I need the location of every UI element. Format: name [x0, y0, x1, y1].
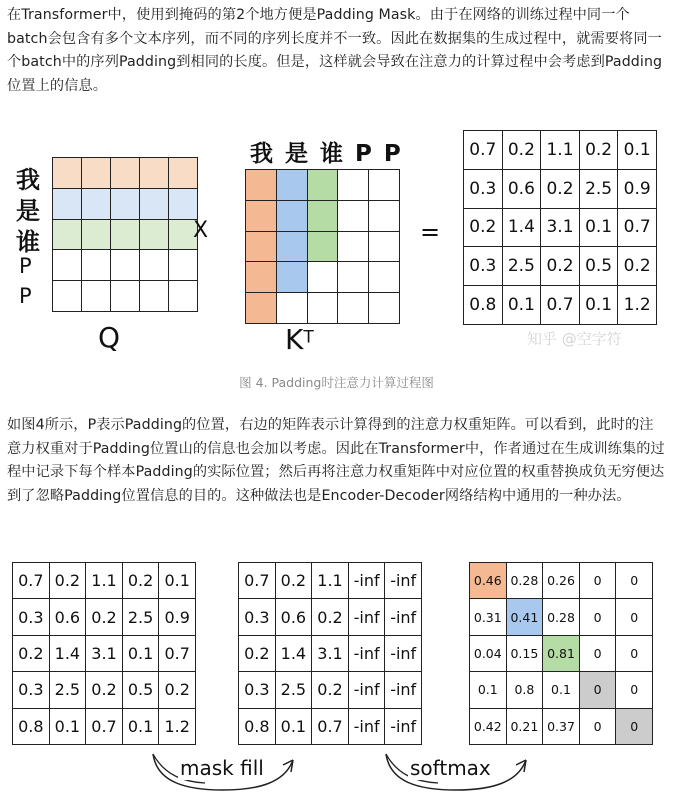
figure-4	[0, 125, 673, 370]
kt-cell	[338, 232, 369, 263]
masked-matrix	[238, 562, 422, 745]
score-matrix	[12, 562, 196, 745]
attention-cell: 1.2	[618, 286, 657, 325]
q-label: Q	[98, 321, 121, 354]
softmax-cell: 0	[616, 636, 653, 672]
softmax-cell: 0.15	[507, 636, 544, 672]
attention-cell: 0.1	[618, 131, 657, 170]
masked-cell: -inf	[385, 563, 422, 599]
score-cell: 0.7	[13, 563, 50, 599]
attention-matrix	[463, 130, 657, 325]
q-cell	[82, 220, 111, 251]
explanation-paragraph: 如图4所示，P表示Padding的位置，右边的矩阵表示计算得到的注意力权重矩阵。可以看到，此时的注意力权重对于Padding位置山的信息也会加以考虑。因此在Transformer中，作者通过在生成训练集的过程中记录下每个样本Padding的实际位置；然后再将注意力权重矩阵中对应位置的权重替换成负无穷便达到了忽略Padding位置信息的目的。这种做法也是Encoder-Decoder网络结构中通用的一种办法。	[7, 417, 665, 504]
q-cell	[169, 250, 198, 281]
kt-cell	[277, 232, 308, 263]
softmax-cell: 0	[580, 563, 617, 599]
q-cell	[53, 281, 82, 312]
score-cell: 0.2	[13, 636, 50, 672]
score-cell: 0.5	[123, 672, 160, 708]
attention-cell: 0.2	[618, 247, 657, 286]
q-cell	[140, 220, 169, 251]
kt-cell	[369, 201, 400, 232]
kt-cell	[338, 170, 369, 201]
transpose-sup: T	[303, 327, 314, 348]
mask-fill-label: mask fill	[180, 756, 264, 780]
score-cell: 0.6	[50, 599, 87, 635]
attention-cell: 0.2	[580, 131, 619, 170]
q-cell	[140, 189, 169, 220]
kt-cell	[369, 170, 400, 201]
masked-cell: 0.2	[239, 636, 276, 672]
attention-cell: 0.6	[503, 170, 542, 209]
softmax-cell: 0.28	[507, 563, 544, 599]
kt-cell	[369, 262, 400, 293]
kt-cell	[277, 201, 308, 232]
q-cell	[111, 189, 140, 220]
softmax-cell: 0.28	[543, 599, 580, 635]
masked-cell: -inf	[349, 709, 386, 745]
masked-cell: 1.1	[312, 563, 349, 599]
score-cell: 0.2	[50, 563, 87, 599]
q-cell	[82, 158, 111, 189]
softmax-cell: 0	[580, 709, 617, 745]
q-cell	[53, 250, 82, 281]
equals-sign: =	[420, 218, 441, 246]
masked-cell: 0.3	[239, 599, 276, 635]
intro-paragraph: 在Transformer中，使用到掩码的第2个地方便是Padding Mask。由于在网络的训练过程中同一个batch会包含有多个文本序列，而不同的序列长度并不一致。因此在数据集的生成过程中，就需要将同一个batch中的序列Padding到相同的长度。但是，这样就会导致在注意力的计算过程中会考虑到Padding位置上的信息。	[7, 7, 663, 94]
softmax-cell: 0.41	[507, 599, 544, 635]
kt-label	[285, 323, 314, 356]
attention-cell: 0.7	[464, 131, 503, 170]
masked-cell: 0.6	[276, 599, 313, 635]
attention-cell: 0.5	[580, 247, 619, 286]
attention-cell: 0.7	[541, 286, 580, 325]
score-cell: 0.7	[159, 636, 196, 672]
kt-cell	[308, 293, 339, 324]
attention-cell: 0.3	[464, 247, 503, 286]
softmax-cell: 0.1	[543, 672, 580, 708]
kt-cell	[338, 201, 369, 232]
softmax-cell: 0	[580, 599, 617, 635]
softmax-cell: 0.42	[470, 709, 507, 745]
score-cell: 0.2	[86, 672, 123, 708]
score-cell: 1.4	[50, 636, 87, 672]
softmax-cell: 0.37	[543, 709, 580, 745]
q-token: 是	[16, 197, 40, 225]
q-cell	[169, 189, 198, 220]
kt-cell	[308, 232, 339, 263]
q-cell	[140, 250, 169, 281]
attention-cell: 0.1	[503, 286, 542, 325]
score-cell: 2.5	[50, 672, 87, 708]
score-cell: 0.3	[13, 599, 50, 635]
attention-cell: 0.3	[464, 170, 503, 209]
attention-cell: 0.2	[464, 209, 503, 248]
attention-cell: 2.5	[503, 247, 542, 286]
attention-cell: 1.4	[503, 209, 542, 248]
kt-cell	[338, 262, 369, 293]
q-cell	[82, 281, 111, 312]
kt-cell	[308, 262, 339, 293]
masked-cell: -inf	[349, 636, 386, 672]
k-label: K	[285, 323, 304, 356]
q-cell	[53, 220, 82, 251]
figure-mask-softmax	[0, 560, 673, 803]
kt-cell	[246, 201, 277, 232]
kt-cell	[246, 262, 277, 293]
masked-cell: 0.7	[312, 709, 349, 745]
kt-cell	[277, 293, 308, 324]
masked-cell: 0.2	[276, 563, 313, 599]
attention-cell: 0.1	[580, 286, 619, 325]
kt-cell	[369, 293, 400, 324]
q-cell	[169, 281, 198, 312]
score-cell: 0.2	[159, 672, 196, 708]
kt-cell	[308, 170, 339, 201]
attention-cell: 0.2	[503, 131, 542, 170]
softmax-cell: 0.46	[470, 563, 507, 599]
softmax-cell: 0	[580, 636, 617, 672]
zhihu-watermark: 知乎 @空字符	[527, 330, 622, 348]
score-cell: 0.1	[123, 636, 160, 672]
softmax-cell: 0	[616, 599, 653, 635]
masked-cell: -inf	[349, 599, 386, 635]
attention-cell: 0.2	[541, 247, 580, 286]
attention-cell: 2.5	[580, 170, 619, 209]
masked-cell: 0.3	[239, 672, 276, 708]
softmax-cell: 0.81	[543, 636, 580, 672]
softmax-matrix	[469, 562, 653, 745]
kt-cell	[308, 201, 339, 232]
kt-cell	[338, 293, 369, 324]
score-cell: 0.1	[159, 563, 196, 599]
q-cell	[111, 158, 140, 189]
masked-cell: 0.7	[239, 563, 276, 599]
score-cell: 3.1	[86, 636, 123, 672]
score-cell: 0.8	[13, 709, 50, 745]
attention-cell: 0.8	[464, 286, 503, 325]
masked-cell: -inf	[349, 672, 386, 708]
masked-cell: 0.1	[276, 709, 313, 745]
q-cell	[82, 250, 111, 281]
q-token: 谁	[16, 228, 40, 256]
score-cell: 0.1	[123, 709, 160, 745]
masked-cell: -inf	[349, 563, 386, 599]
softmax-cell: 0.8	[507, 672, 544, 708]
score-cell: 0.3	[13, 672, 50, 708]
masked-cell: 1.4	[276, 636, 313, 672]
q-cell	[53, 158, 82, 189]
q-cell	[169, 158, 198, 189]
q-cell	[82, 189, 111, 220]
q-matrix	[52, 157, 198, 312]
attention-cell: 0.2	[541, 170, 580, 209]
attention-cell: 0.9	[618, 170, 657, 209]
softmax-cell: 0	[616, 709, 653, 745]
attention-cell: 1.1	[541, 131, 580, 170]
q-token: P	[19, 254, 32, 278]
masked-cell: 0.2	[312, 599, 349, 635]
kt-cell	[246, 293, 277, 324]
softmax-label: softmax	[410, 756, 491, 780]
q-cell	[111, 220, 140, 251]
softmax-cell: 0.31	[470, 599, 507, 635]
q-token: 我	[16, 166, 40, 194]
score-cell: 0.1	[50, 709, 87, 745]
q-cell	[111, 281, 140, 312]
times-sign: X	[193, 218, 209, 243]
figure-4-caption: 图 4. Padding时注意力计算过程图	[239, 375, 434, 390]
softmax-cell: 0	[616, 563, 653, 599]
masked-cell: 3.1	[312, 636, 349, 672]
masked-cell: 0.2	[312, 672, 349, 708]
kt-cell	[246, 232, 277, 263]
softmax-cell: 0.1	[470, 672, 507, 708]
softmax-cell: 0.04	[470, 636, 507, 672]
softmax-cell: 0	[580, 672, 617, 708]
score-cell: 2.5	[123, 599, 160, 635]
score-cell: 0.9	[159, 599, 196, 635]
kt-matrix	[245, 169, 400, 324]
score-cell: 1.1	[86, 563, 123, 599]
score-cell: 0.7	[86, 709, 123, 745]
masked-cell: -inf	[385, 599, 422, 635]
kt-cell	[369, 232, 400, 263]
attention-cell: 3.1	[541, 209, 580, 248]
score-cell: 0.2	[86, 599, 123, 635]
softmax-cell: 0.26	[543, 563, 580, 599]
attention-cell: 0.7	[618, 209, 657, 248]
softmax-cell: 0	[616, 672, 653, 708]
kt-cell	[277, 262, 308, 293]
score-cell: 0.2	[123, 563, 160, 599]
q-cell	[140, 281, 169, 312]
kt-cell	[246, 170, 277, 201]
masked-cell: -inf	[385, 709, 422, 745]
kt-cell	[277, 170, 308, 201]
softmax-cell: 0.21	[507, 709, 544, 745]
k-token-labels: 我 是 谁 P P	[250, 141, 403, 167]
q-token: P	[19, 284, 32, 308]
q-cell	[140, 158, 169, 189]
masked-cell: -inf	[385, 672, 422, 708]
q-cell	[53, 189, 82, 220]
attention-cell: 0.1	[580, 209, 619, 248]
score-cell: 1.2	[159, 709, 196, 745]
masked-cell: 2.5	[276, 672, 313, 708]
q-cell	[111, 250, 140, 281]
masked-cell: 0.8	[239, 709, 276, 745]
masked-cell: -inf	[385, 636, 422, 672]
